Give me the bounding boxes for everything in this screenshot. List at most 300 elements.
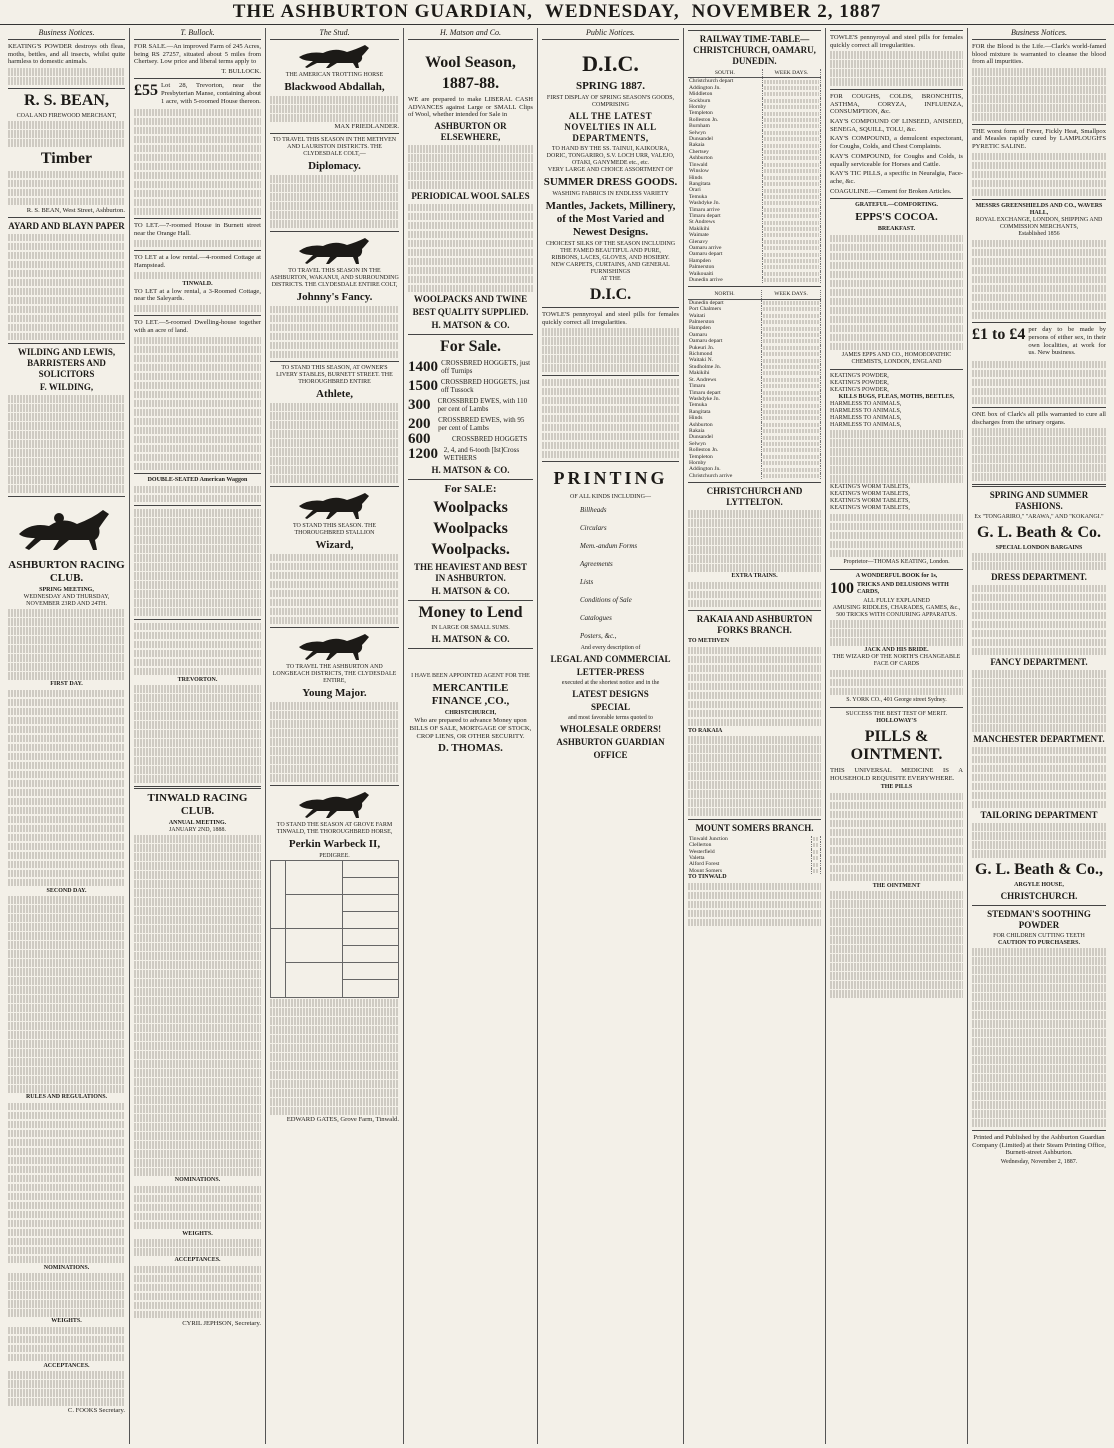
station-name: Dunedin depart: [688, 299, 762, 306]
sale-row: 600 CROSSBRED HOGGETS: [408, 431, 528, 448]
best-quality: BEST QUALITY SUPPLIED.: [412, 307, 529, 318]
matson-name: H. MATSON & CO.: [431, 634, 510, 645]
station-name: Rolleston Jn.: [688, 447, 762, 453]
columns: [4, 28, 1110, 1444]
stock-sales-list: [408, 359, 533, 462]
young-major-pre: TO TRAVEL THE ASHBURTON AND LONGBEACH DISTRICTS, THE CLYDESDALE ENTIRE,: [272, 664, 397, 684]
the-ointment: THE OINTMENT: [872, 882, 921, 889]
annual-date: JANUARY 2ND, 1888.: [168, 826, 227, 833]
dic-title-2: D.I.C.: [589, 286, 632, 303]
woolpacks-twine: WOOLPACKS AND TWINE: [413, 294, 528, 305]
manchester-department: MANCHESTER DEPARTMENT.: [973, 733, 1105, 744]
station-name: Waikouaiti: [688, 271, 762, 277]
station-name: Addington Jn.: [688, 85, 762, 91]
carpets-curtains: NEW CARPETS, CURTAINS, AND GENERAL FURNISHINGS: [551, 262, 670, 275]
station-name: Washdyke Jn.: [688, 396, 762, 402]
caution-purchasers: CAUTION TO PURCHASERS.: [998, 939, 1080, 946]
column-head: T. Bullock.: [134, 28, 261, 40]
kills-bugs: KILLS BUGS, FLEAS, MOTHS, BEETLES,: [838, 393, 955, 400]
print-item: Conditions of Sale: [580, 596, 632, 605]
stedman-powder: STEDMAN'S SOOTHING POWDER: [987, 908, 1091, 930]
nominations-heading: NOMINATIONS.: [174, 1177, 221, 1184]
summer-dress: SUMMER DRESS GOODS.: [543, 176, 678, 188]
wonderful-book: A WONDERFUL BOOK for 1s,: [855, 572, 938, 579]
station-name: Orari: [688, 187, 762, 193]
station-name: Rakaia: [688, 142, 762, 148]
christchurch-label: CHRISTCHURCH.: [1000, 890, 1078, 901]
station-name: Pukeuri Jn.: [688, 345, 762, 351]
station-name: Middleton: [688, 91, 762, 97]
perkin-pre: TO STAND THE SEASON AT GROVE FARM TINWALD, THE THOROUGHBRED HORSE,: [276, 821, 393, 835]
at-the: AT THE: [600, 276, 621, 282]
station-name: Burnham: [688, 123, 762, 129]
bean-signature: R. S. BEAN, West Street, Ashburton.: [26, 206, 125, 214]
station-name: Oamaru depart: [688, 338, 762, 344]
column-5: [538, 28, 684, 1444]
let-notice: TO LET at a low rental, a 3-Roomed Cottage, near the Saleyards.: [134, 287, 261, 303]
racing-dates: WEDNESDAY AND THURSDAY, NOVEMBER 23RD AND 24TH.: [23, 593, 110, 607]
pounds-figure: £1 to £4: [972, 326, 1026, 344]
to-methven: TO METHVEN: [688, 638, 730, 645]
let-notice: TO LET.—5-roomed Dwelling-house together with an acre of land.: [134, 319, 261, 335]
greenshields: MESSRS GREENSHIELDS AND CO., WAVERS HALL,: [975, 203, 1103, 217]
clydesdale-horse-icon: [295, 631, 375, 661]
dress-department: DRESS DEPARTMENT.: [991, 571, 1087, 582]
sale-row: 1200 2, 4, and 6-tooth [Ist]Cross WETHERS: [408, 446, 520, 463]
station-times: [762, 299, 821, 306]
latest-novelties: ALL THE LATEST NOVELTIES IN ALL DEPARTMENTS,: [564, 111, 657, 143]
column-head: Business Notices.: [972, 28, 1106, 40]
station-name: Rangitata: [688, 181, 762, 187]
timetable-row: [688, 473, 821, 479]
pedigree-table: [270, 860, 399, 998]
column-7: [826, 28, 968, 1444]
racing-sub: SPRING MEETING,: [39, 586, 94, 593]
station-name: Timaru depart: [688, 390, 762, 396]
railway-title: RAILWAY TIME-TABLE—CHRISTCHURCH, OAMARU, DUNEDIN.: [693, 34, 816, 66]
perkin-signature: EDWARD GATES, Grove Farm, Tinwald.: [286, 1116, 399, 1123]
comprising: COMPRISING: [591, 102, 629, 108]
special-terms: SPECIAL: [590, 702, 630, 713]
acceptances-heading: ACCEPTANCES.: [43, 1362, 90, 1369]
fancy-department: FANCY DEPARTMENT.: [990, 657, 1088, 668]
station-name: Oamaru: [688, 332, 762, 338]
station-name: Oamaru arrive: [688, 245, 762, 251]
for-sale-heading: For Sale.: [439, 338, 502, 356]
agent-notice: I HAVE BEEN APPOINTED AGENT FOR THE: [411, 673, 530, 680]
station-name: Alford Forest: [688, 861, 812, 867]
wool-season-title: Wool Season,: [425, 54, 516, 71]
double-seated-waggon: DOUBLE-SEATED American Waggon: [147, 477, 248, 484]
column-8: [968, 28, 1110, 1444]
heaviest-best: THE HEAVIEST AND BEST IN ASHBURTON.: [414, 562, 527, 584]
to-rakaia: TO RAKAIA: [688, 727, 723, 734]
blood-mixture: FOR the Blood is the Life.—Clark's world-famed blood mixture is warranted to cleanse the blood from all impurities.: [972, 43, 1106, 66]
timetable-row: [688, 277, 821, 283]
argyle-house: ARGYLE HOUSE,: [1014, 881, 1064, 888]
tinwald-secretary: CYRIL JEPHSON, Secretary.: [182, 1319, 261, 1327]
woolpacks-line: Woolpacks.: [431, 541, 510, 559]
universal-medicine: THIS UNIVERSAL MEDICINE IS A HOUSEHOLD REQUISITE EVERYWHERE.: [830, 766, 963, 782]
assortment: VERY LARGE AND CHOICE ASSORTMENT OF: [547, 167, 674, 173]
station-name: Hornby: [688, 460, 762, 466]
week-days-label: WEEK DAYS.: [762, 290, 821, 299]
letterpress: LETTER-PRESS: [576, 667, 645, 678]
station-name: Selwyn: [688, 441, 762, 447]
farm-sale-notice: FOR SALE.—An improved Farm of 245 Acres, being RS 27257, situated about 5 miles from Chertsey. Low price and liberal terms apply to: [134, 43, 261, 66]
harmless-line: HARMLESS TO ANIMALS,: [830, 414, 902, 421]
station-name: Valetta: [688, 855, 812, 861]
keating-powder-line: KEATING'S POWDER,: [830, 372, 889, 379]
column-head: [830, 28, 963, 31]
wizard-name: Wizard,: [315, 538, 354, 551]
weights-heading: WEIGHTS.: [51, 1318, 82, 1325]
south-label: SOUTH.: [688, 69, 762, 78]
beath-title: G. L. Beath & Co.: [977, 523, 1101, 541]
station-name: Dunsandel: [688, 434, 762, 440]
wholesale-orders: WHOLESALE ORDERS!: [559, 724, 662, 735]
thoroughbred-horse-icon: [295, 789, 375, 819]
second-day: SECOND DAY.: [46, 887, 87, 894]
printed-date: Wednesday, November 2, 1887.: [1000, 1159, 1078, 1166]
harmless-line: HARMLESS TO ANIMALS,: [830, 407, 902, 414]
fever-saline: THE worst form of Fever, Fickly Heat, Smallpox and Measles rapidly cured by LAMPLOUGH'S PYRETIC SALINE.: [972, 127, 1106, 151]
station-name: Palmerston: [688, 319, 762, 325]
column-3: [266, 28, 404, 1444]
towle-notice: TOWLE'S pennyroyal and steel pills for females quickly correct all irregularities.: [542, 311, 679, 326]
keating-powder-line: KEATING'S POWDER,: [830, 379, 889, 386]
timetable-row: [688, 299, 821, 306]
station-name: Tinwald Junction: [688, 836, 812, 842]
johnny-name: Johnny's Fancy.: [296, 290, 373, 303]
acceptances-heading: ACCEPTANCES.: [174, 1257, 221, 1264]
epps-cocoa: EPPS'S COCOA.: [855, 211, 938, 224]
ayard-title: AYARD AND BLAYN PAPER: [8, 220, 125, 231]
tinwald-heading: TINWALD.: [182, 280, 213, 287]
column-head: The Stud.: [270, 28, 399, 40]
print-item: Mem.-andum Forms: [580, 542, 638, 551]
extra-trains: EXTRA TRAINS.: [731, 573, 778, 580]
ships-list: TO HAND BY THE SS. TAINUI, KAIKOURA, DORIC, TONGARIRO, S.V. LOCH URR, VALEJO, OTAKI, GANYMEDE etc., etc.: [546, 146, 675, 166]
special-bargains: SPECIAL LONDON BARGAINS: [995, 544, 1083, 551]
favorable-terms: and most favorable terms quoted to: [568, 715, 653, 722]
every-description: And every description of: [580, 645, 641, 652]
station-name: St Andrews: [688, 219, 762, 225]
station-name: Hinds: [688, 415, 762, 421]
print-item: Circulars: [580, 524, 607, 533]
north-label: NORTH.: [688, 290, 762, 299]
for-sale-2: For SALE:: [444, 483, 497, 496]
legal-commercial: LEGAL AND COMMERCIAL: [550, 654, 671, 665]
matson-name: H. MATSON & CO.: [431, 320, 510, 331]
first-display: FIRST DISPLAY OF SPRING SEASON'S GOODS,: [546, 95, 675, 101]
towle-pills: TOWLE'S pennyroyal and steel pills for females quickly correct all irregularities.: [830, 34, 963, 49]
masthead-title: THE ASHBURTON GUARDIAN,: [232, 1, 533, 22]
station-name: Ashburton: [688, 422, 762, 428]
children-teeth: FOR CHILDREN CUTTING TEETH: [993, 932, 1085, 939]
station-name: Temuka: [688, 194, 762, 200]
christchurch-label: CHRISTCHURCH,: [444, 710, 497, 717]
amusing-riddles: AMUSING RIDDLES, CHARADES, GAMES, &c.,: [832, 604, 961, 611]
bullock-signature: T. BULLOCK.: [221, 68, 261, 76]
coaguline: COAGULINE.—Cement for Broken Articles.: [830, 187, 952, 195]
worm-tablets-line: KEATING'S WORM TABLETS,: [830, 505, 910, 512]
young-major-name: Young Major.: [302, 687, 367, 699]
station-name: St. Andrews: [688, 377, 762, 383]
office-label: OFFICE: [593, 750, 628, 761]
station-name: Winslow: [688, 168, 762, 174]
worm-tablets-line: KEATING'S WORM TABLETS,: [830, 491, 910, 498]
masthead-date: NOVEMBER 2, 1887: [691, 1, 882, 22]
station-name: Clellerton: [688, 842, 812, 848]
blackwood-signature: MAX FRIEDLANDER.: [334, 123, 399, 130]
the-pills: THE PILLS: [880, 784, 913, 791]
station-name: Timaru depart: [688, 213, 762, 219]
breakfast: BREAKFAST.: [877, 226, 916, 233]
success-merit: SUCCESS THE BEST TEST OF MERIT.: [845, 710, 948, 717]
timber-heading: Timber: [40, 149, 93, 167]
choicest-silks: CHOICEST SILKS OF THE SEASON INCLUDING THE FAMED BEAUTIFUL AND PURE,: [545, 241, 676, 254]
kays-4: KAY'S TIC PILLS, a specific in Neuralgia, Face-ache, &c.: [830, 170, 963, 185]
mercantile-finance: MERCANTILE FINANCE ,CO.,: [431, 682, 510, 708]
station-name: Tinwald: [688, 162, 762, 168]
all-kinds: OF ALL KINDS INCLUDING—: [570, 494, 651, 501]
thomas-signature: D. THOMAS.: [438, 742, 503, 755]
station-name: Makikihi: [688, 226, 762, 232]
station-name: Dunsandel: [688, 136, 762, 142]
station-name: Hinds: [688, 175, 762, 181]
masthead-day: WEDNESDAY,: [544, 1, 680, 22]
keating-powder-line: KEATING'S POWDER,: [830, 386, 889, 393]
york-co: S. YORK CO., 401 George street Sydney.: [846, 696, 947, 703]
station-name: Richmond: [688, 351, 762, 357]
rakaia-branch: RAKAIA AND ASHBURTON FORKS BRANCH.: [696, 614, 813, 636]
washing-fabrics: WASHING FABRICS IN ENDLESS VARIETY: [552, 191, 669, 197]
let-notice: TO LET.—7-roomed House in Burnett street near the Orange Hall.: [134, 222, 261, 237]
johnny-pre: TO TRAVEL THIS SEASON IN THE ASHBURTON, WAKANUI, AND SURROUNDING DISTRICTS. THE CLYDESDALE ENTIRE COLT,: [270, 267, 399, 288]
station-name: Dunedin arrive: [688, 277, 762, 283]
epps-signature: JAMES EPPS AND CO., HOMOEOPATHIC CHEMISTS, LONDON, ENGLAND: [841, 351, 952, 365]
north-timetable: [688, 290, 821, 479]
print-items-list: [542, 501, 679, 645]
money-sub: IN LARGE OR SMALL SUMS.: [431, 625, 510, 632]
clydesdale-horse-icon: [295, 235, 375, 265]
station-name: Timaru: [688, 383, 762, 389]
station-name: Christchurch arrive: [688, 473, 762, 479]
station-name: Waitaki N.: [688, 357, 762, 363]
guardian-name: ASHBURTON GUARDIAN: [556, 737, 665, 748]
price-figure: £55: [134, 82, 158, 100]
column-head: H. Matson and Co.: [408, 28, 533, 40]
station-name: Waimate: [688, 232, 762, 238]
athlete-pre: TO STAND THIS SEASON, AT OWNER'S LIVERY STABLES, BURNETT STREET. THE THOROUGHBRED ENTIRE: [276, 365, 393, 385]
station-times: [762, 473, 821, 479]
racing-secretary: C. FOOKS Secretary.: [67, 1407, 125, 1415]
spring-1887: SPRING 1887.: [575, 80, 646, 92]
wilding-title: WILDING AND LEWIS, BARRISTERS AND SOLICITORS: [17, 347, 116, 380]
station-name: Templeton: [688, 454, 762, 460]
worm-tablets-line: KEATING'S WORM TABLETS,: [830, 484, 910, 491]
to-tinwald: TO TINWALD: [688, 874, 727, 881]
diplomacy-name: Diplomacy.: [308, 160, 361, 172]
tailoring-department: TAILORING DEPARTMENT: [980, 810, 1098, 821]
harmless-line: HARMLESS TO ANIMALS,: [830, 421, 902, 428]
grateful-comforting: GRATEFUL—COMFORTING.: [855, 202, 938, 209]
periodical-sales: PERIODICAL WOOL SALES: [411, 190, 530, 201]
sale-row: 1400 CROSSBRED HOGGETS, just off Turnips: [408, 359, 531, 376]
sale-row: 1500 CROSSBRED HOGGETS, just off Tussock: [408, 378, 530, 395]
station-name: Studholme Jn.: [688, 364, 762, 370]
mount-somers: MOUNT SOMERS BRANCH.: [695, 822, 814, 833]
wool-intro: WE are prepared to make LIBERAL CASH ADVANCES against Large or SMALL Clips of Wool, whether intended for Sale in: [408, 96, 533, 119]
week-days-label: WEEK DAYS.: [762, 69, 820, 78]
station-name: Makikihi: [688, 370, 762, 376]
wool-season-years: 1887-88.: [441, 75, 500, 92]
spring-summer: SPRING AND SUMMER FASHIONS.: [989, 489, 1089, 511]
stallion-horse-icon: [295, 490, 375, 520]
nominations-heading: NOMINATIONS.: [43, 1264, 90, 1271]
pedigree-heading: PEDIGREE.: [319, 852, 350, 859]
station-times: [762, 78, 820, 85]
station-name: Glenavy: [688, 239, 762, 245]
column-1: [4, 28, 130, 1444]
bean-title: R. S. BEAN,: [24, 91, 109, 109]
masthead: [0, 0, 1114, 25]
station-name: Oamaru depart: [688, 251, 762, 257]
beath-title-2: G. L. Beath & Co.,: [975, 860, 1103, 878]
print-item: Lists: [580, 578, 594, 587]
wilding-name: F. WILDING,: [39, 382, 94, 393]
tricks-number: 100: [830, 579, 854, 597]
pounds-text: per day to be made by persons of either sex, in their own localities, at work for us. New business.: [1028, 326, 1106, 357]
station-name: Rangitata: [688, 409, 762, 415]
sale-row: 200 CROSSBRED EWES, with 95 per cent of Lambs: [408, 416, 525, 433]
wool-where: ASHBURTON OR ELSEWHERE,: [434, 121, 507, 143]
racing-club-title: ASHBURTON RACING CLUB.: [8, 558, 125, 584]
station-name: Hampden: [688, 325, 762, 331]
trotting-horse-icon: [295, 43, 375, 69]
kays-1: KAY'S COMPOUND OF LINSEED, ANISEED, SENEGA, SQUILL, TOLU, &c.: [830, 118, 963, 133]
dic-title: D.I.C.: [582, 51, 639, 76]
ex-ships: Ex "TONGARIRO," "ARAWA," AND "KOKANGI.": [974, 513, 1104, 520]
chch-lyttelton: CHRISTCHURCH AND LYTTELTON.: [706, 486, 803, 508]
worm-tablets-line: KEATING'S WORM TABLETS,: [830, 498, 910, 505]
station-name: Selwyn: [688, 130, 762, 136]
station-name: Westerfield: [688, 849, 812, 855]
blackwood-pre: THE AMERICAN TROTTING HORSE: [285, 72, 384, 78]
perkin-name: Perkin Warbeck II,: [288, 837, 381, 850]
let-notice: TO LET at a low rental.—4-roomed Cottage at Hampstead.: [134, 254, 261, 269]
bean-sub: COAL AND FIREWOOD MERCHANT,: [16, 112, 117, 119]
harmless-line: HARMLESS TO ANIMALS,: [830, 400, 902, 407]
ribbons-laces: RIBBONS, LACES, GLOVES, AND HOSIERY.: [551, 255, 670, 261]
kays-2: KAY'S COMPOUND, a demulcent expectorant, for Coughs, Colds, and Chest Complaints.: [830, 135, 963, 151]
matson-name: H. MATSON & CO.: [431, 465, 510, 476]
column-head: Public Notices.: [542, 28, 679, 40]
woolpacks-line: Woolpacks: [433, 520, 508, 538]
station-times: [762, 277, 820, 283]
south-timetable: [688, 69, 821, 283]
blackwood-name: Blackwood Abdallah,: [284, 81, 385, 93]
column-6: [684, 28, 826, 1444]
trevorton-lot-notice: Lot 28, Trevorton, near the Presbyterian Manse, containing about 1 acre, with 5-roomed House thereon.: [161, 82, 261, 105]
station-name: Port Chalmers: [688, 306, 762, 312]
mortgage-text: Who are prepared to advance Money upon BILLS OF SALE, MORTGAGE OF STOCK, CROP LIENS, OR OTHER SECURITY.: [409, 717, 532, 740]
column-head: [688, 28, 821, 31]
latest-designs: LATEST DESIGNS: [572, 689, 649, 700]
first-day: FIRST DAY.: [50, 681, 83, 688]
coughs-notice: FOR COUGHS, COLDS, BRONCHITIS, ASTHMA, CORYZA, INFLUENZA, CONSUMPTION, &c.: [830, 92, 963, 116]
print-item: Posters, &c.,: [580, 632, 617, 641]
station-name: Hornby: [688, 104, 762, 110]
keating-notice: KEATING'S POWDER destroys oth fleas, moths, bettles, and all insects, whilst quite harmless to domestic animals.: [8, 43, 125, 66]
royal-exchange: ROYAL EXCHANGE, LONDON, SHIPPING AND COMMISSION MERCHANTS,: [975, 217, 1103, 231]
annual-meeting: ANNUAL MEETING.: [168, 819, 227, 826]
station-name: Sockburn: [688, 98, 762, 104]
station-name: Washdyke Jn.: [688, 200, 762, 206]
printing-heading: PRINTING: [553, 468, 668, 489]
fully-explained: ALL FULLY EXPLAINED: [863, 597, 930, 604]
station-name: Chertsey: [688, 149, 762, 155]
sale-row: 300 CROSSBRED EWES, with 110 per cent of Lambs: [408, 397, 528, 414]
print-item: Agreements: [580, 560, 613, 569]
station-name: Ashburton: [688, 155, 762, 161]
trevorton-heading: TREVORTON.: [177, 676, 218, 683]
station-name: Rakaia: [688, 428, 762, 434]
clarke-pills: ONE box of Clark's all pills warranted to cure all discharges from the urinary organs.: [972, 411, 1106, 426]
kays-3: KAY'S COMPOUND, for Coughs and Colds, is equally serviceable for Horses and Cattle.: [830, 152, 963, 168]
pills-ointment: PILLS & OINTMENT.: [850, 727, 943, 763]
matson-name: H. MATSON & CO.: [431, 586, 510, 597]
jack-bride: JACK AND HIS BRIDE.: [864, 647, 929, 654]
column-head: Business Notices.: [8, 28, 125, 40]
station-name: Waitati: [688, 313, 762, 319]
tinwald-racing-title: TINWALD RACING CLUB.: [147, 791, 248, 817]
station-name: Timaru arrive: [688, 207, 762, 213]
station-name: Mount Somers: [688, 868, 812, 874]
station-name: Palmerston: [688, 264, 762, 270]
rules-heading: RULES AND REGULATIONS.: [25, 1094, 108, 1101]
station-name: Temuka: [688, 402, 762, 408]
proprietor: Proprietor—THOMAS KEATING, London.: [843, 558, 950, 565]
print-item: Billheads: [580, 506, 607, 515]
diplomacy-pre: TO TRAVEL THIS SEASON IN THE METHVEN AND LAURISTON DISTRICTS. THE CLYDESDALE COLT,—: [272, 137, 397, 157]
athlete-name: Athlete,: [316, 388, 353, 400]
mantles-jackets: Mantles, Jackets, Millinery, of the Most Varied and Newest Designs.: [545, 200, 676, 238]
station-name: Templeton: [688, 110, 762, 116]
column-2: [130, 28, 266, 1444]
racehorse-illustration: [11, 500, 123, 556]
established: Established 1856: [1018, 231, 1060, 238]
conjuring: 500 TRICKS WITH CONJURING APPARATUS.: [836, 611, 957, 618]
station-name: Christchurch depart: [688, 78, 762, 85]
print-item: Catalogues: [580, 614, 612, 623]
wizard-north: THE WIZARD OF THE NORTH'S CHANGEABLE FACE OF CARDS: [832, 654, 961, 668]
woolpacks-line: Woolpacks: [433, 499, 508, 517]
executed-notice: executed at the shortest notice and in the: [561, 680, 660, 687]
holloways: HOLLOWAY'S: [876, 717, 917, 724]
station-name: Hampden: [688, 258, 762, 264]
weights-heading: WEIGHTS.: [182, 1230, 213, 1237]
column-4: [404, 28, 538, 1444]
printed-by: Printed and Published by the Ashburton Guardian Company (Limited) at their Steam Printing Office, Burnett-street Ashburton.: [972, 1133, 1106, 1157]
mount-somers-table: [688, 836, 821, 874]
timetable-row: [688, 78, 821, 85]
tricks-text: TRICKS AND DELUSIONS WITH CARDS,: [857, 581, 949, 595]
wizard-pre: TO STAND THIS SEASON. THE THOROUGHBRED STALLION: [292, 522, 377, 536]
money-to-lend: Money to Lend: [418, 604, 523, 622]
station-name: Rolleston Jn.: [688, 117, 762, 123]
